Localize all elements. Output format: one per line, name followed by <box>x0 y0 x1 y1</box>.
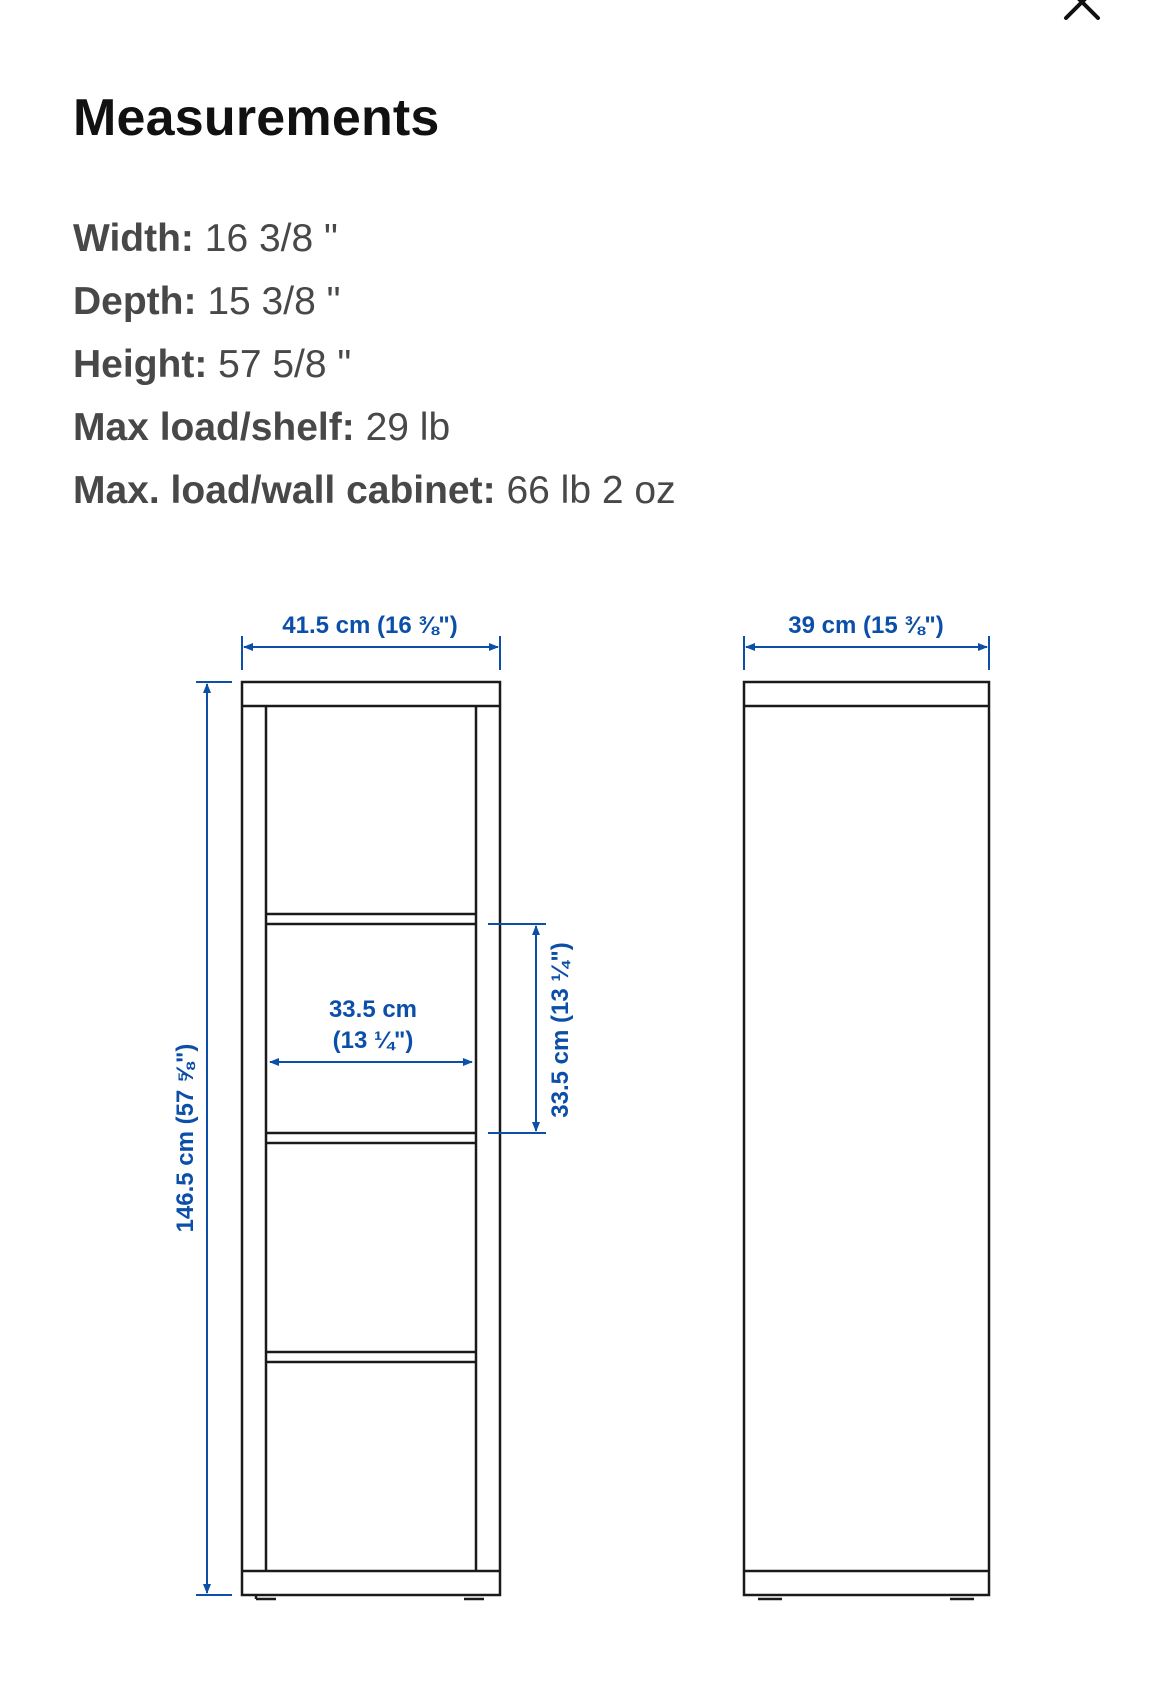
spec-value: 16 3/8 " <box>204 217 338 260</box>
spec-label: Height: <box>73 343 208 386</box>
spec-value: 15 3/8 " <box>207 280 341 323</box>
spec-label: Max load/shelf: <box>73 406 355 449</box>
front-view <box>242 682 500 1599</box>
spec-value: 57 5/8 " <box>218 343 352 386</box>
spec-max-load-shelf <box>73 401 676 464</box>
spec-width <box>73 212 676 275</box>
spec-value: 29 lb <box>365 406 451 449</box>
inner-width-label-line1: 33.5 cm <box>328 996 418 1023</box>
side-depth-label: 39 cm (15 ⅜") <box>788 612 944 639</box>
inner-width-label-line2: (13 ¼") <box>332 1027 414 1054</box>
page-title: Measurements <box>73 89 440 147</box>
inner-height-label: 33.5 cm (13 ¼") <box>547 942 574 1118</box>
front-outline <box>242 682 500 1595</box>
measurement-list <box>73 212 676 527</box>
spec-label: Width: <box>73 217 194 260</box>
spec-label: Max. load/wall cabinet: <box>73 469 496 512</box>
spec-max-load-wall-cabinet <box>73 464 676 527</box>
spec-height <box>73 338 676 401</box>
close-button[interactable] <box>1058 0 1110 26</box>
spec-label: Depth: <box>73 280 197 323</box>
spec-depth <box>73 275 676 338</box>
total-height-label: 146.5 cm (57 ⅝") <box>172 1043 199 1233</box>
side-view <box>744 682 989 1599</box>
side-outline <box>744 682 989 1595</box>
front-width-label: 41.5 cm (16 ⅜") <box>282 612 458 639</box>
spec-value: 66 lb 2 oz <box>506 469 676 512</box>
close-icon <box>1058 0 1110 26</box>
